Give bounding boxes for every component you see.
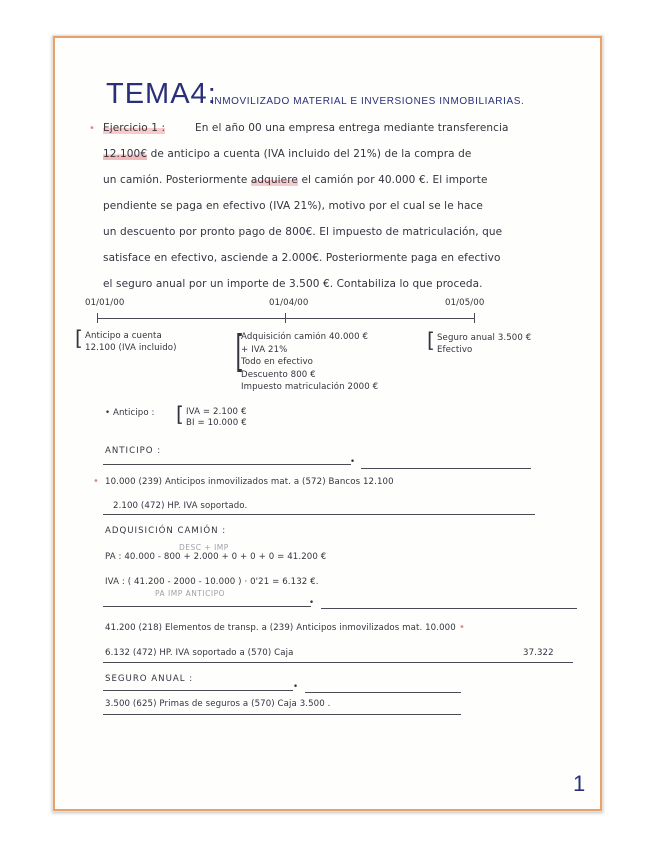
bracket-icon: [ (235, 326, 244, 377)
journal-amount: 37.322 (523, 648, 554, 658)
divider (361, 468, 531, 469)
page-subtitle: INMOVILIZADO MATERIAL E INVERSIONES INMOBILIARIAS. (211, 96, 525, 107)
bracket-icon: [ (427, 328, 435, 352)
timeline-tick (474, 313, 475, 323)
annotation: DESC + IMP (179, 543, 229, 552)
timeline-date-2: 01/04/00 (269, 298, 309, 308)
journal-line: 41.200 (218) Elementos de transp. a (239) Anticipos inmovilizados mat. 10.000 • (105, 622, 466, 633)
exercise-line-2: 12.100€ de anticipo a cuenta (IVA incluido del 21%) de la compra de (103, 148, 472, 160)
journal-line: 3.500 (625) Primas de seguros a (570) Caja 3.500 . (105, 699, 331, 709)
timeline-note-adquisicion: Adquisición camión 40.000 € + IVA 21% Todo en efectivo Descuento 800 € Impuesto matriculación 2000 € (241, 332, 379, 392)
exercise-label: Ejercicio 1 : (103, 122, 166, 134)
divider-dot: • (350, 457, 356, 467)
exercise-line-4: pendiente se paga en efectivo (IVA 21%), motivo por el cual se le hace (103, 200, 483, 212)
bullet-icon: • (93, 476, 99, 487)
timeline-axis (97, 318, 475, 319)
section-heading-adquisicion: ADQUISICIÓN CAMIÓN : (105, 526, 227, 536)
section-heading-anticipo: ANTICIPO : (105, 446, 162, 456)
divider-dot: • (309, 598, 315, 608)
journal-line: 2.100 (472) HP. IVA soportado. (113, 501, 248, 511)
divider (305, 692, 461, 693)
journal-line: 10.000 (239) Anticipos inmovilizados mat. a (572) Bancos 12.100 (105, 477, 394, 487)
divider (103, 662, 573, 663)
bracket-icon: [ (176, 402, 184, 426)
calc-pa: PA : 40.000 - 800 + 2.000 + 0 + 0 + 0 = 41.200 € (105, 552, 327, 562)
calc-iva: IVA : ( 41.200 - 2000 - 10.000 ) · 0'21 = 6.132 €. (105, 577, 319, 587)
exercise-line-7: el seguro anual por un importe de 3.500 €. Contabiliza lo que proceda. (103, 278, 483, 290)
notebook-page (52, 35, 603, 812)
timeline-date-3: 01/05/00 (445, 298, 485, 308)
divider (103, 690, 293, 691)
exercise-line-1: En el año 00 una empresa entrega mediante transferencia (195, 122, 509, 134)
divider (321, 608, 577, 609)
divider (103, 714, 461, 715)
section-heading-seguro: SEGURO ANUAL : (105, 674, 194, 684)
journal-line: 6.132 (472) HP. IVA soportado a (570) Caja (105, 648, 294, 658)
timeline-note-anticipo: Anticipo a cuenta 12.100 (IVA incluido) (85, 331, 177, 353)
divider-dot: • (293, 682, 299, 692)
anticipo-calc-values: IVA = 2.100 € BI = 10.000 € (186, 407, 247, 428)
annotation: PA IMP ANTICIPO (155, 589, 226, 598)
timeline-note-seguro: Seguro anual 3.500 € Efectivo (437, 333, 532, 355)
bullet-icon: • (89, 123, 95, 134)
anticipo-calc-label: • Anticipo : (105, 408, 155, 418)
exercise-line-5: un descuento por pronto pago de 800€. El impuesto de matriculación, que (103, 226, 503, 238)
timeline-tick (97, 313, 98, 323)
exercise-line-3: un camión. Posteriormente adquiere el camión por 40.000 €. El importe (103, 174, 488, 186)
divider (103, 464, 351, 465)
exercise-line-6: satisface en efectivo, asciende a 2.000€. Posteriormente paga en efectivo (103, 252, 501, 264)
divider (103, 514, 535, 515)
bracket-icon: [ (75, 326, 83, 350)
timeline-date-1: 01/01/00 (85, 298, 125, 308)
timeline-tick (285, 313, 286, 323)
page-number: 1 (573, 771, 586, 796)
divider (103, 606, 311, 607)
page-title: TEMA4: (106, 78, 217, 110)
